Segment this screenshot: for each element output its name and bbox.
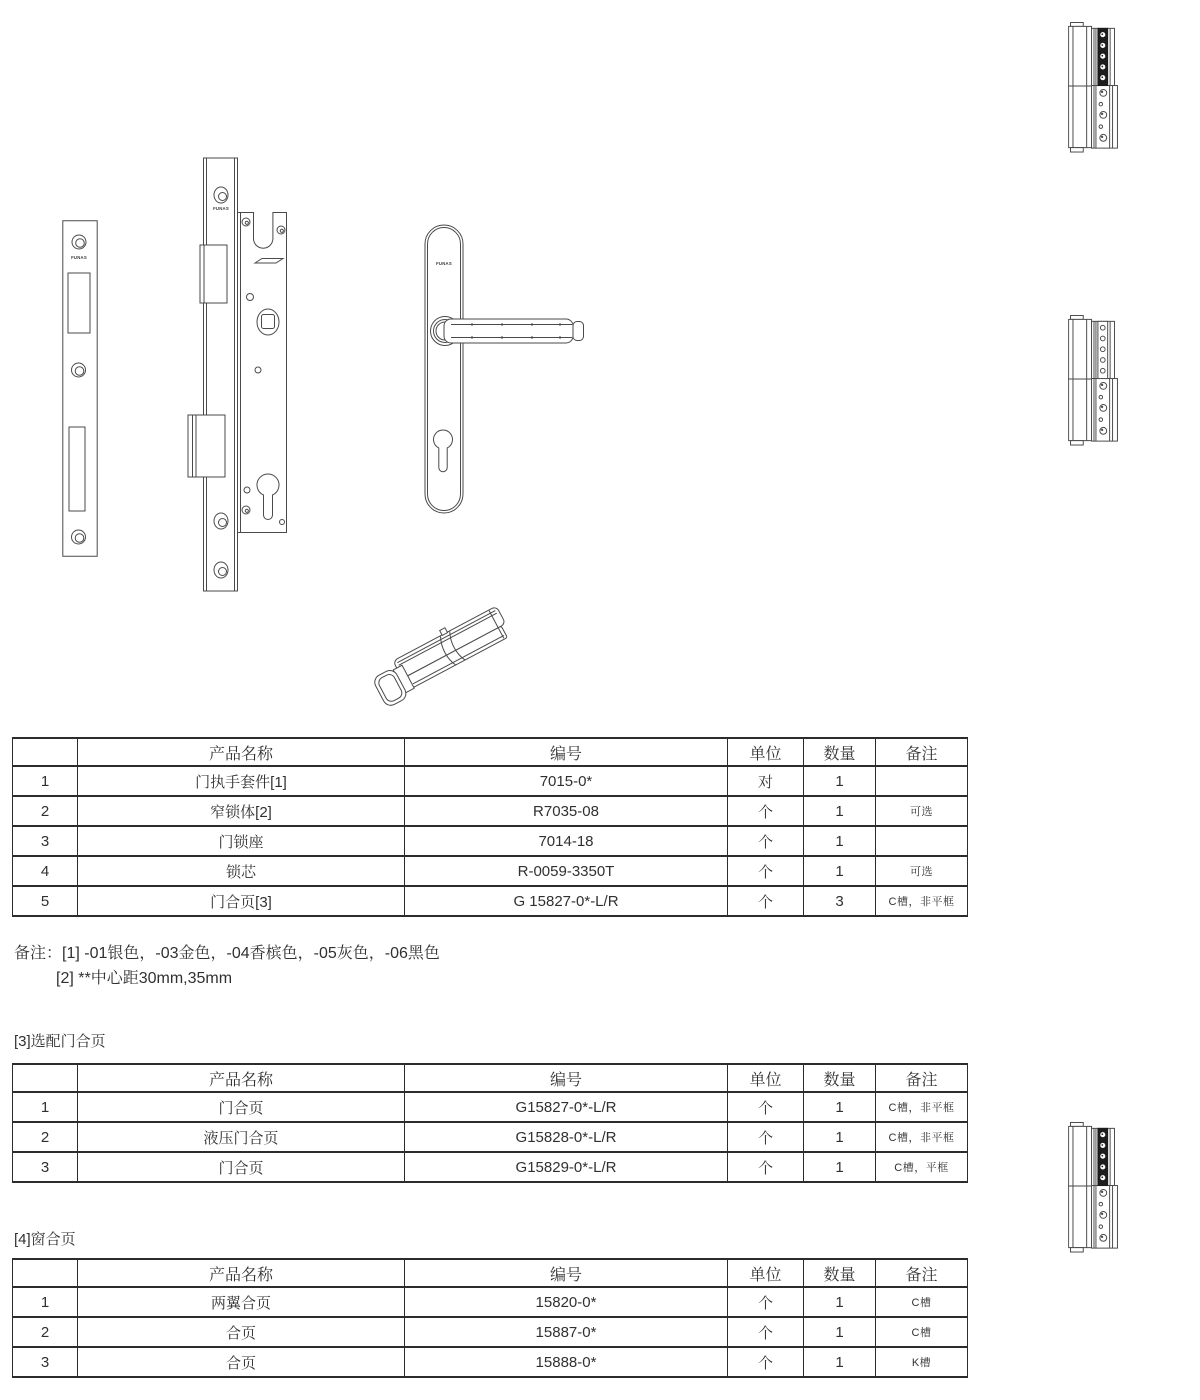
table-cell: 锁芯 [78, 856, 405, 886]
table-row [13, 826, 968, 856]
brand-mark: FUNAS [213, 206, 229, 211]
table-cell: C槽，平框 [876, 1152, 968, 1182]
table-cell: 3 [13, 1152, 78, 1182]
table-cell: 个 [728, 796, 804, 826]
strike-plate-drawing [62, 220, 98, 557]
table-cell: 3 [804, 886, 876, 916]
table-header-cell: 备注 [876, 738, 968, 766]
table-cell: 1 [13, 1287, 78, 1317]
note-text: [2] **中心距30mm,35mm [56, 970, 233, 987]
table-row [13, 1122, 968, 1152]
table-header-cell: 数量 [804, 1259, 876, 1287]
brand-mark: FUNAS [436, 261, 452, 266]
table-cell: C槽，非平框 [876, 1092, 968, 1122]
table-cell: C槽 [876, 1287, 968, 1317]
door-hinge-drawing [1068, 22, 1119, 153]
table-header-row [13, 738, 968, 766]
table-cell: 1 [804, 826, 876, 856]
table-cell: R-0059-3350T [405, 856, 728, 886]
table-cell: 4 [13, 856, 78, 886]
table-cell: 7015-0* [405, 766, 728, 796]
table-cell: 2 [13, 1317, 78, 1347]
table-row [13, 856, 968, 886]
table-header-cell [13, 1259, 78, 1287]
table-cell: 窄锁体[2] [78, 796, 405, 826]
parts-table [12, 737, 968, 917]
table-header-row [13, 1259, 968, 1287]
table-cell: 1 [804, 1347, 876, 1377]
table-cell: 个 [728, 1152, 804, 1182]
notes-block [14, 941, 440, 991]
table-cell: 对 [728, 766, 804, 796]
table-cell: 个 [728, 1347, 804, 1377]
table-cell: 1 [804, 796, 876, 826]
table-cell: 个 [728, 886, 804, 916]
table-cell: 1 [13, 1092, 78, 1122]
table-cell [876, 826, 968, 856]
table-header-cell: 编号 [405, 1259, 728, 1287]
table-header-cell: 编号 [405, 738, 728, 766]
table-header-cell: 产品名称 [78, 1064, 405, 1092]
table-cell: 可选 [876, 796, 968, 826]
table-cell: 5 [13, 886, 78, 916]
table-cell: R7035-08 [405, 796, 728, 826]
table-header-cell [13, 1064, 78, 1092]
table-cell: 门合页 [78, 1152, 405, 1182]
table-cell: 门合页[3] [78, 886, 405, 916]
table-header-row [13, 1064, 968, 1092]
table-cell: G15827-0*-L/R [405, 1092, 728, 1122]
table-cell: G15828-0*-L/R [405, 1122, 728, 1152]
section-title-door-hinge: [3]选配门合页 [14, 1033, 106, 1050]
table-header-cell [13, 738, 78, 766]
note-text: [1] -01银色，-03金色，-04香槟色，-05灰色，-06黑色 [62, 945, 440, 962]
table-row [13, 1152, 968, 1182]
table-cell: 个 [728, 1317, 804, 1347]
section-title-window-hinge: [4]窗合页 [14, 1231, 76, 1248]
table-cell: 1 [13, 766, 78, 796]
door-handle-drawing [420, 220, 600, 520]
table-row [13, 886, 968, 916]
table-cell: 可选 [876, 856, 968, 886]
table-row [13, 1317, 968, 1347]
table-cell: K槽 [876, 1347, 968, 1377]
lock-cylinder-drawing [368, 598, 518, 718]
table-cell: 15820-0* [405, 1287, 728, 1317]
table-cell: C槽，非平框 [876, 886, 968, 916]
table-cell: 个 [728, 1122, 804, 1152]
table-cell: 个 [728, 826, 804, 856]
table-header-cell: 数量 [804, 1064, 876, 1092]
table-cell: 1 [804, 1317, 876, 1347]
table-cell: 两翼合页 [78, 1287, 405, 1317]
window-hinge-drawing [1068, 1122, 1119, 1253]
table-cell: 个 [728, 1092, 804, 1122]
table-header-cell: 数量 [804, 738, 876, 766]
table-row [13, 766, 968, 796]
table-cell: 1 [804, 1122, 876, 1152]
table-cell: 门锁座 [78, 826, 405, 856]
table-cell [876, 766, 968, 796]
table-cell: 液压门合页 [78, 1122, 405, 1152]
table-cell: 1 [804, 1092, 876, 1122]
table-row [13, 796, 968, 826]
table-cell: 1 [804, 856, 876, 886]
door-hinge-table [12, 1063, 968, 1183]
table-cell: C槽 [876, 1317, 968, 1347]
brand-mark: FUNAS [71, 255, 87, 260]
table-cell: 7014-18 [405, 826, 728, 856]
table-cell: C槽，非平框 [876, 1122, 968, 1152]
table-row [13, 1287, 968, 1317]
table-header-cell: 单位 [728, 1259, 804, 1287]
lock-body-drawing [185, 155, 295, 595]
table-cell: 3 [13, 826, 78, 856]
table-cell: G 15827-0*-L/R [405, 886, 728, 916]
table-cell: 15887-0* [405, 1317, 728, 1347]
table-cell: 合页 [78, 1317, 405, 1347]
table-cell: 个 [728, 1287, 804, 1317]
window-hinge-table [12, 1258, 968, 1378]
door-hinge-drawing-alt [1068, 315, 1119, 446]
table-cell: 1 [804, 1152, 876, 1182]
note-prefix: 备注： [14, 945, 63, 962]
table-row [13, 1347, 968, 1377]
table-cell: 门执手套件[1] [78, 766, 405, 796]
table-header-cell: 备注 [876, 1259, 968, 1287]
table-header-cell: 单位 [728, 1064, 804, 1092]
table-cell: 3 [13, 1347, 78, 1377]
table-header-cell: 产品名称 [78, 738, 405, 766]
table-header-cell: 单位 [728, 738, 804, 766]
table-cell: 2 [13, 796, 78, 826]
table-cell: 15888-0* [405, 1347, 728, 1377]
table-cell: 2 [13, 1122, 78, 1152]
table-cell: 1 [804, 1287, 876, 1317]
table-cell: 合页 [78, 1347, 405, 1377]
table-cell: 门合页 [78, 1092, 405, 1122]
table-header-cell: 产品名称 [78, 1259, 405, 1287]
table-header-cell: 备注 [876, 1064, 968, 1092]
table-header-cell: 编号 [405, 1064, 728, 1092]
note-line [14, 966, 440, 991]
note-line [14, 941, 440, 966]
table-row [13, 1092, 968, 1122]
table-cell: 个 [728, 856, 804, 886]
table-cell: G15829-0*-L/R [405, 1152, 728, 1182]
table-cell: 1 [804, 766, 876, 796]
